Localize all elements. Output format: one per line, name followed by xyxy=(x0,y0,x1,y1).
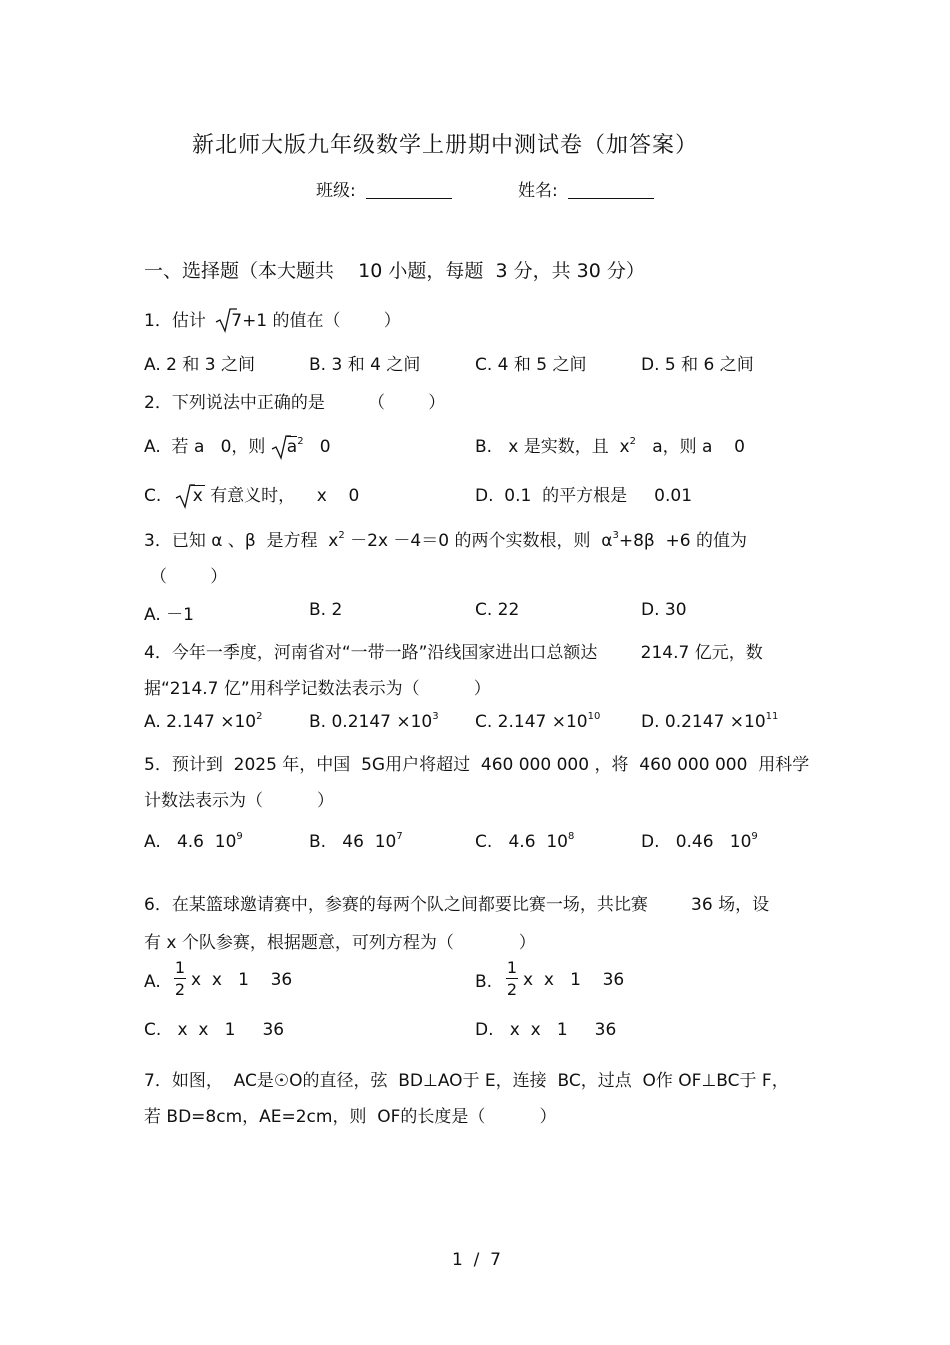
q1-prefix: 1．估计 xyxy=(144,311,206,331)
q4-option-c xyxy=(475,712,600,732)
question-6-line2: 有 x 个队参赛，根据题意，可列方程为（ ） xyxy=(144,933,536,953)
q1-radicand: 7 xyxy=(231,311,243,331)
class-field xyxy=(316,176,452,201)
q5-option-b xyxy=(309,832,403,852)
question-7-line1: 7．如图， AC是☉O的直径，弦 BD⊥AO于 E，连接 BC，过点 O作 OF⊥BC于 F， xyxy=(144,1071,789,1091)
q2-b-pre: B. x 是实数，且 x xyxy=(475,437,630,457)
q2-a-post: 0 xyxy=(303,437,331,457)
q3-answer-paren: （ ） xyxy=(150,567,228,587)
q5-d-exp: 9 xyxy=(751,831,758,842)
q6-option-b-label: B. xyxy=(475,972,493,992)
question-4-line1: 4．今年一季度，河南省对“一带一路”沿线国家进出口总额达 214.7 亿元，数 xyxy=(144,643,763,663)
q3-exp1: 2 xyxy=(338,530,345,541)
q2-c-radicand: x xyxy=(192,486,203,506)
q3-option-d: D. 30 xyxy=(641,600,687,620)
q5-a-text: A. 4.6 10 xyxy=(144,832,237,852)
q2-c-post: 有意义时， x 0 xyxy=(204,486,360,506)
q4-option-d xyxy=(641,712,778,732)
q5-c-exp: 8 xyxy=(567,831,575,842)
q2-a-exp: 2 xyxy=(297,436,304,447)
q4-c-exp: 10 xyxy=(587,711,601,722)
section-heading: 一、选择题（本大题共 10 小题，每题 3 分，共 30 分） xyxy=(144,260,645,282)
fraction-bar xyxy=(174,978,186,979)
q4-c-text: C. 2.147 ×10 xyxy=(475,712,588,732)
q6-option-a-label: A. xyxy=(144,972,161,992)
q4-option-b xyxy=(309,712,439,732)
q3-stem-post: +8β +6 的值为 xyxy=(618,531,748,551)
q2-c-pre: C. xyxy=(144,486,162,506)
question-6-line1: 6．在某篮球邀请赛中，参赛的每两个队之间都要比赛一场，共比赛 36 场，设 xyxy=(144,895,770,915)
q6-option-c: C. x x 1 36 xyxy=(144,1020,285,1040)
fraction-denominator: 2 xyxy=(174,980,186,999)
q4-a-text: A. 2.147 ×10 xyxy=(144,712,257,732)
question-5-line2: 计数法表示为（ ） xyxy=(144,791,335,811)
page-number: 1 / 7 xyxy=(452,1250,501,1270)
question-4-line2: 据“214.7 亿”用科学记数法表示为（ ） xyxy=(144,679,491,699)
q4-b-exp: 3 xyxy=(432,711,439,722)
class-label: 班级: xyxy=(316,181,356,201)
q1-option-c: C. 4 和 5 之间 xyxy=(475,355,587,375)
name-field xyxy=(518,176,654,201)
q6-b-fraction xyxy=(506,958,518,999)
q3-stem-mid: －2x －4＝0 的两个实数根，则 α xyxy=(344,531,613,551)
fraction-denominator: 2 xyxy=(506,980,518,999)
q3-stem-pre: 3．已知 α 、β 是方程 x xyxy=(144,531,339,551)
q3-option-b: B. 2 xyxy=(309,600,343,620)
q6-b-expression: x x 1 36 xyxy=(523,970,625,990)
q2-a-pre: A. 若 a 0，则 xyxy=(144,437,266,457)
q4-b-text: B. 0.2147 ×10 xyxy=(309,712,433,732)
question-3-stem xyxy=(144,526,747,551)
q3-option-a: A. －1 xyxy=(144,605,194,625)
q2-a-radicand: a xyxy=(286,437,298,457)
question-7-line2: 若 BD=8cm，AE=2cm，则 OF的长度是（ ） xyxy=(144,1107,557,1127)
name-label: 姓名: xyxy=(518,181,558,201)
q5-b-text: B. 46 10 xyxy=(309,832,397,852)
q4-a-exp: 2 xyxy=(256,711,263,722)
q6-a-fraction xyxy=(174,958,186,999)
q6-a-expression: x x 1 36 xyxy=(191,970,293,990)
q5-option-d xyxy=(641,832,758,852)
fraction-bar xyxy=(506,978,518,979)
class-blank xyxy=(366,182,452,199)
q4-d-exp: 11 xyxy=(765,711,779,722)
q5-option-a xyxy=(144,832,243,852)
q2-option-b xyxy=(475,432,745,457)
q3-option-c: C. 22 xyxy=(475,600,520,620)
fraction-numerator: 1 xyxy=(174,958,186,977)
fraction-numerator: 1 xyxy=(506,958,518,977)
q2-option-c xyxy=(144,481,359,509)
name-blank xyxy=(568,182,654,199)
q6-option-d: D. x x 1 36 xyxy=(475,1020,617,1040)
page-title: 新北师大版九年级数学上册期中测试卷（加答案） xyxy=(192,133,699,158)
q1-option-b: B. 3 和 4 之间 xyxy=(309,355,421,375)
q2-option-a xyxy=(144,432,331,460)
question-1-stem xyxy=(144,306,401,333)
q3-exp2: 3 xyxy=(612,530,619,541)
q1-option-d: D. 5 和 6 之间 xyxy=(641,355,754,375)
q5-option-c xyxy=(475,832,574,852)
q2-b-post: a，则 a 0 xyxy=(636,437,745,457)
q4-option-a xyxy=(144,712,262,732)
q1-option-a: A. 2 和 3 之间 xyxy=(144,355,255,375)
q1-suffix: +1 的值在（ ） xyxy=(242,311,401,331)
q2-b-exp: 2 xyxy=(629,436,636,447)
question-5-line1: 5．预计到 2025 年，中国 5G用户将超过 460 000 000 ，将 460 000 000 用科学 xyxy=(144,755,810,775)
q5-a-exp: 9 xyxy=(236,831,243,842)
question-2-stem: 2．下列说法中正确的是 （ ） xyxy=(144,393,446,413)
q5-c-text: C. 4.6 10 xyxy=(475,832,568,852)
q5-b-exp: 7 xyxy=(396,831,403,842)
q2-option-d: D. 0.1 的平方根是 0.01 xyxy=(475,486,693,506)
q4-d-text: D. 0.2147 ×10 xyxy=(641,712,766,732)
q5-d-text: D. 0.46 10 xyxy=(641,832,752,852)
